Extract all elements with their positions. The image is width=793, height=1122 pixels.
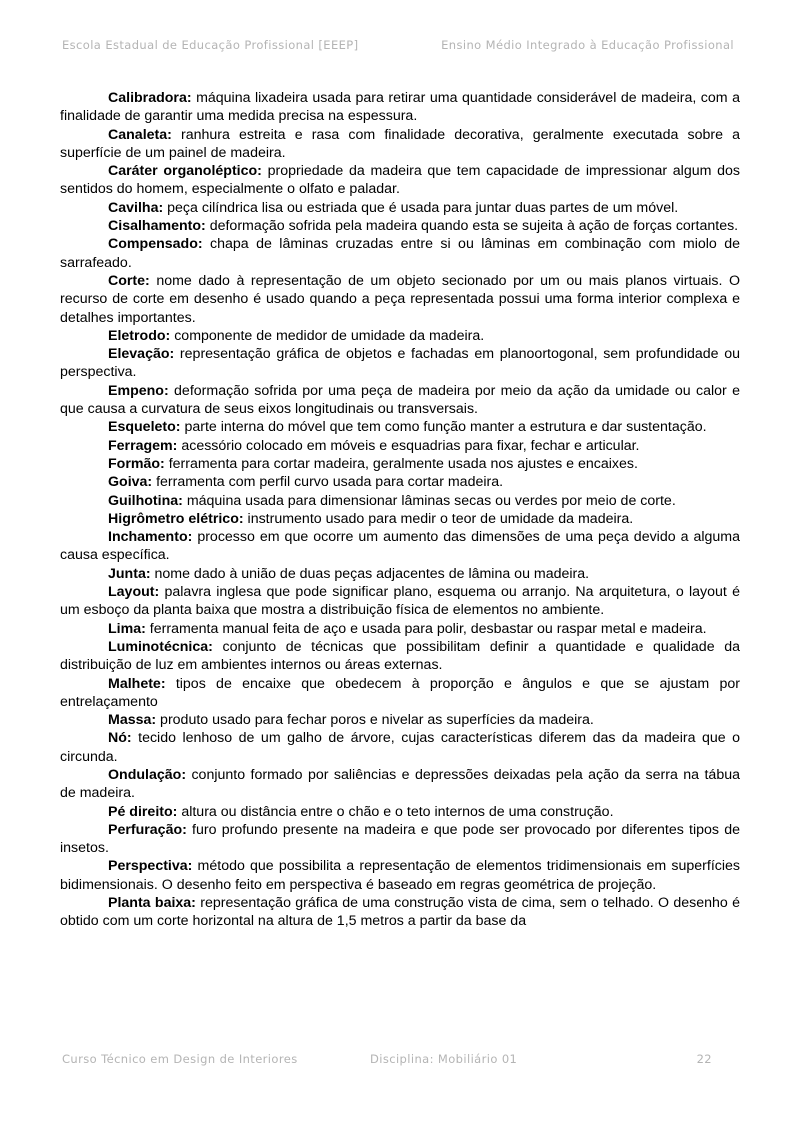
glossary-entry xyxy=(60,729,740,766)
glossary-term: Massa: xyxy=(108,712,157,729)
glossary-definition: tecido lenhoso de um galho de árvore, cujas características diferem das da madeira que o circunda. xyxy=(60,730,740,765)
glossary-term: Inchamento: xyxy=(108,529,193,546)
glossary-term: Pé direito: xyxy=(108,803,178,820)
glossary-term: Esqueleto: xyxy=(108,419,181,436)
glossary-term: Nó: xyxy=(108,730,132,747)
glossary-term: Lima: xyxy=(108,620,146,637)
glossary-definition: representação gráfica de objetos e fachadas em planoortogonal, sem profundidade ou perspectiva. xyxy=(60,346,740,381)
glossary-definition: ferramenta manual feita de aço e usada para polir, desbastar ou raspar metal e madeira. xyxy=(145,620,707,637)
glossary-term: Calibradora: xyxy=(108,90,192,106)
glossary-term: Ferragem: xyxy=(108,437,178,454)
glossary-definition: representação gráfica de uma construção vista de cima, sem o telhado. O desenho é obtido com um corte horizontal na altura de 1,5 metros a partir da base da xyxy=(60,895,740,930)
glossary-entry xyxy=(60,235,740,272)
glossary-term: Ondulação: xyxy=(108,766,187,783)
glossary-definition: furo profundo presente na madeira e que pode ser provocado por diferentes tipos de insetos. xyxy=(60,821,740,857)
glossary-term: Malhete: xyxy=(108,675,166,692)
glossary-entry xyxy=(60,821,740,858)
page-header xyxy=(62,38,734,56)
glossary-entry xyxy=(60,126,740,163)
glossary-term: Eletrodo: xyxy=(108,327,171,344)
glossary-term: Planta baixa: xyxy=(108,895,196,912)
glossary-term: Luminotécnica: xyxy=(108,638,213,655)
glossary-term: Goiva: xyxy=(108,474,153,491)
glossary-term: Higrômetro elétrico: xyxy=(108,510,244,527)
glossary-definition: ferramenta com perfil curvo usada para cortar madeira. xyxy=(152,474,504,491)
glossary-definition: máquina usada para dimensionar lâminas secas ou verdes por meio de corte. xyxy=(182,492,676,509)
glossary-definition: deformação sofrida pela madeira quando esta se sujeita à ação de forças cortantes. xyxy=(205,218,739,235)
glossary-entry xyxy=(60,272,740,327)
glossary-definition: nome dado à união de duas peças adjacentes de lâmina ou madeira. xyxy=(150,565,590,582)
glossary-definition: parte interna do móvel que tem como função manter a estrutura e dar sustentação. xyxy=(180,419,707,436)
glossary-definition: altura ou distância entre o chão e o teto internos de uma construção. xyxy=(177,803,614,820)
glossary-definition: palavra inglesa que pode significar plano, esquema ou arranjo. Na arquitetura, o layout é um esboço da planta baixa que mostra a distribuição física de elementos no ambiente. xyxy=(60,584,740,619)
glossary-definition: tipos de encaixe que obedecem à proporção e ângulos e que se ajustam por entrelaçamento xyxy=(60,675,740,710)
glossary-definition: nome dado à representação de um objeto secionado por um ou mais planos virtuais. O recurso de corte em desenho é usado quando a peça representada possui uma forma interior complexa e detalhes importantes. xyxy=(60,272,740,326)
glossary-term: Canaleta: xyxy=(108,126,172,143)
glossary-entry xyxy=(60,510,740,528)
glossary-entry xyxy=(60,199,740,217)
glossary-term: Guilhotina: xyxy=(108,492,183,509)
glossary-term: Cavilha: xyxy=(108,199,164,216)
glossary-entry xyxy=(60,766,740,803)
glossary-definition: propriedade da madeira que tem capacidade de impressionar algum dos sentidos do homem, especialmente o olfato e paladar. xyxy=(60,163,740,198)
glossary-term: Elevação: xyxy=(108,346,175,363)
glossary-term: Empeno: xyxy=(108,382,169,399)
glossary-term: Perfuração: xyxy=(108,821,187,838)
glossary-term: Cisalhamento: xyxy=(108,218,206,235)
glossary-entry xyxy=(60,473,740,491)
glossary-definition: conjunto de técnicas que possibilitam definir a quantidade e qualidade da distribuição de luz em ambientes internos ou áreas externas. xyxy=(60,638,740,674)
glossary-entry xyxy=(60,455,740,473)
glossary-entry xyxy=(60,894,740,931)
footer-course: Curso Técnico em Design de Interiores xyxy=(62,1052,298,1066)
glossary-term: Formão: xyxy=(108,455,165,472)
header-school: Escola Estadual de Educação Profissional [EEEP] xyxy=(62,38,359,52)
glossary-body xyxy=(60,89,740,1055)
glossary-definition: deformação sofrida por uma peça de madeira por meio da ação da umidade ou calor e que causa a curvatura de seus eixos longitudinais ou transversais. xyxy=(60,382,740,418)
glossary-definition: instrumento usado para medir o teor de umidade da madeira. xyxy=(243,510,634,527)
glossary-entry xyxy=(60,345,740,382)
glossary-definition: ferramenta para cortar madeira, geralmente usada nos ajustes e encaixes. xyxy=(164,455,638,472)
glossary-entry xyxy=(60,382,740,419)
footer-discipline: Disciplina: Mobiliário 01 xyxy=(370,1052,518,1066)
glossary-definition: conjunto formado por saliências e depressões deixadas pela ação da serra na tábua de madeira. xyxy=(60,766,740,802)
glossary-entry xyxy=(60,803,740,821)
glossary-entry xyxy=(60,620,740,638)
glossary-definition: ranhura estreita e rasa com finalidade decorativa, geralmente executada sobre a superfície de um painel de madeira. xyxy=(60,126,740,161)
glossary-definition: chapa de lâminas cruzadas entre si ou lâminas em combinação com miolo de sarrafeado. xyxy=(60,236,740,271)
glossary-definition: máquina lixadeira usada para retirar uma quantidade considerável de madeira, com a finalidade de garantir uma medida precisa na espessura. xyxy=(60,90,740,125)
glossary-entry xyxy=(60,638,740,675)
glossary-entry xyxy=(60,711,740,729)
glossary-entry xyxy=(60,675,740,712)
glossary-entry xyxy=(60,418,740,436)
glossary-term: Layout: xyxy=(108,584,160,601)
glossary-entry xyxy=(60,437,740,455)
glossary-definition: acessório colocado em móveis e esquadrias para fixar, fechar e articular. xyxy=(177,437,640,454)
glossary-entry xyxy=(60,492,740,510)
glossary-entry xyxy=(60,528,740,565)
glossary-term: Junta: xyxy=(108,565,151,582)
glossary-definition: peça cilíndrica lisa ou estriada que é usada para juntar duas partes de um móvel. xyxy=(163,199,679,216)
page-number: 22 xyxy=(696,1052,712,1066)
glossary-definition: método que possibilita a representação de elementos tridimensionais em superfícies bidimensionais. O desenho feito em perspectiva é baseado em regras geométrica de projeção. xyxy=(60,858,740,893)
glossary-entry xyxy=(60,583,740,620)
glossary-entry xyxy=(60,217,740,235)
glossary-term: Compensado: xyxy=(108,236,203,253)
glossary-entry xyxy=(60,857,740,894)
glossary-definition: produto usado para fechar poros e nivelar as superfícies da madeira. xyxy=(156,712,594,729)
glossary-term: Perspectiva: xyxy=(108,858,193,875)
glossary-entry xyxy=(60,565,740,583)
header-program: Ensino Médio Integrado à Educação Profissional xyxy=(441,38,734,52)
glossary-entry xyxy=(60,162,740,199)
glossary-term: Corte: xyxy=(108,272,150,289)
glossary-definition: componente de medidor de umidade da madeira. xyxy=(170,327,485,344)
glossary-entry xyxy=(60,327,740,345)
glossary-term: Caráter organoléptico: xyxy=(108,163,262,180)
glossary-definition: processo em que ocorre um aumento das dimensões de uma peça devido a alguma causa específica. xyxy=(60,529,740,564)
page-footer xyxy=(62,1052,712,1070)
glossary-entry xyxy=(60,89,740,126)
